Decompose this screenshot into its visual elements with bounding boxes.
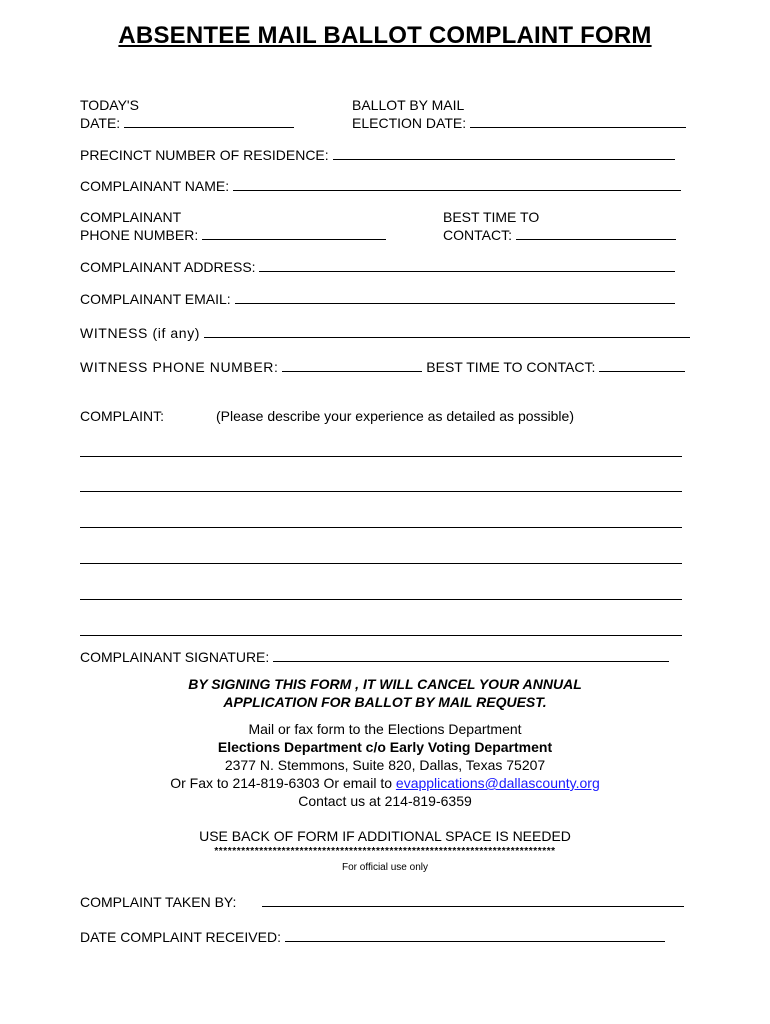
- fax-text: Or Fax to 214-819-6303 Or email to: [170, 775, 396, 791]
- complaint-line-2[interactable]: [80, 491, 682, 492]
- official-use-label: For official use only: [342, 862, 428, 873]
- best-time-field[interactable]: [443, 226, 676, 244]
- complainant-name-field[interactable]: [80, 177, 681, 195]
- star-divider: ****************************************************************************: [214, 846, 556, 857]
- witness-phone-input-line[interactable]: [282, 358, 422, 372]
- best-time-input-line[interactable]: [516, 226, 676, 240]
- warning-line-1: BY SIGNING THIS FORM , IT WILL CANCEL YOUR ANNUAL: [188, 676, 582, 692]
- witness-best-time-input-line[interactable]: [599, 358, 685, 372]
- complaint-line-6[interactable]: [80, 635, 682, 636]
- date-received-field[interactable]: [80, 928, 665, 946]
- complaint-hint: (Please describe your experience as detailed as possible): [216, 408, 574, 424]
- best-time-label: CONTACT:: [443, 227, 512, 243]
- precinct-input-line[interactable]: [333, 146, 675, 160]
- phone-label: PHONE NUMBER:: [80, 227, 199, 243]
- warning-line-2: APPLICATION FOR BALLOT BY MAIL REQUEST.: [223, 694, 547, 710]
- back-of-form-note: USE BACK OF FORM IF ADDITIONAL SPACE IS NEEDED: [199, 828, 571, 844]
- signature-label: COMPLAINANT SIGNATURE:: [80, 649, 270, 665]
- election-date-field[interactable]: [352, 114, 686, 132]
- precinct-label: PRECINCT NUMBER OF RESIDENCE:: [80, 147, 329, 163]
- complaint-line-3[interactable]: [80, 527, 682, 528]
- ballot-label-line1: BALLOT BY MAIL: [352, 97, 465, 113]
- witness-field[interactable]: [80, 324, 690, 342]
- todays-date-label: DATE:: [80, 115, 121, 131]
- complainant-name-label: COMPLAINANT NAME:: [80, 178, 230, 194]
- complaint-taken-by-input-line[interactable]: [262, 906, 684, 907]
- contact-line-5: Contact us at 214-819-6359: [298, 793, 472, 809]
- contact-line-2: [0, 738, 770, 756]
- complaint-line-1[interactable]: [80, 456, 682, 457]
- date-received-input-line[interactable]: [285, 928, 665, 942]
- todays-date-field[interactable]: [80, 114, 294, 132]
- signature-input-line[interactable]: [273, 648, 669, 662]
- contact-line-1: Mail or fax form to the Elections Department: [248, 721, 522, 737]
- email-link[interactable]: evapplications@dallascounty.org: [395, 775, 600, 791]
- witness-input-line[interactable]: [204, 324, 690, 338]
- complaint-label: COMPLAINT:: [80, 408, 165, 424]
- phone-input-line[interactable]: [202, 226, 386, 240]
- complaint-taken-by-label: COMPLAINT TAKEN BY:: [80, 894, 237, 910]
- todays-date-input-line[interactable]: [124, 114, 294, 128]
- election-date-label: ELECTION DATE:: [352, 115, 467, 131]
- address-input-line[interactable]: [259, 258, 675, 272]
- witness-phone-label: WITNESS PHONE NUMBER:: [80, 359, 279, 375]
- best-time-label-line1: BEST TIME TO: [443, 209, 540, 225]
- todays-date-label-line1: TODAY'S: [80, 97, 139, 113]
- contact-line-3: 2377 N. Stemmons, Suite 820, Dallas, Texas 75207: [224, 757, 546, 773]
- date-received-label: DATE COMPLAINT RECEIVED:: [80, 929, 281, 945]
- witness-phone-field[interactable]: [80, 358, 685, 376]
- complainant-name-input-line[interactable]: [233, 177, 681, 191]
- witness-label: WITNESS (if any): [80, 325, 201, 341]
- address-field[interactable]: [80, 258, 675, 276]
- email-field[interactable]: [80, 290, 675, 308]
- complaint-line-5[interactable]: [80, 599, 682, 600]
- complaint-line-4[interactable]: [80, 563, 682, 564]
- email-input-line[interactable]: [235, 290, 675, 304]
- precinct-field[interactable]: [80, 146, 675, 164]
- phone-label-line1: COMPLAINANT: [80, 209, 182, 225]
- email-label: COMPLAINANT EMAIL:: [80, 291, 231, 307]
- form-title: ABSENTEE MAIL BALLOT COMPLAINT FORM: [118, 22, 652, 49]
- phone-field[interactable]: [80, 226, 386, 244]
- election-date-input-line[interactable]: [470, 114, 686, 128]
- contact-line-4: [0, 774, 770, 792]
- signature-field[interactable]: [80, 648, 669, 666]
- witness-best-time-label: BEST TIME TO CONTACT:: [426, 359, 596, 375]
- address-label: COMPLAINANT ADDRESS:: [80, 259, 256, 275]
- department-name: Elections Department c/o Early Voting Department: [217, 739, 553, 755]
